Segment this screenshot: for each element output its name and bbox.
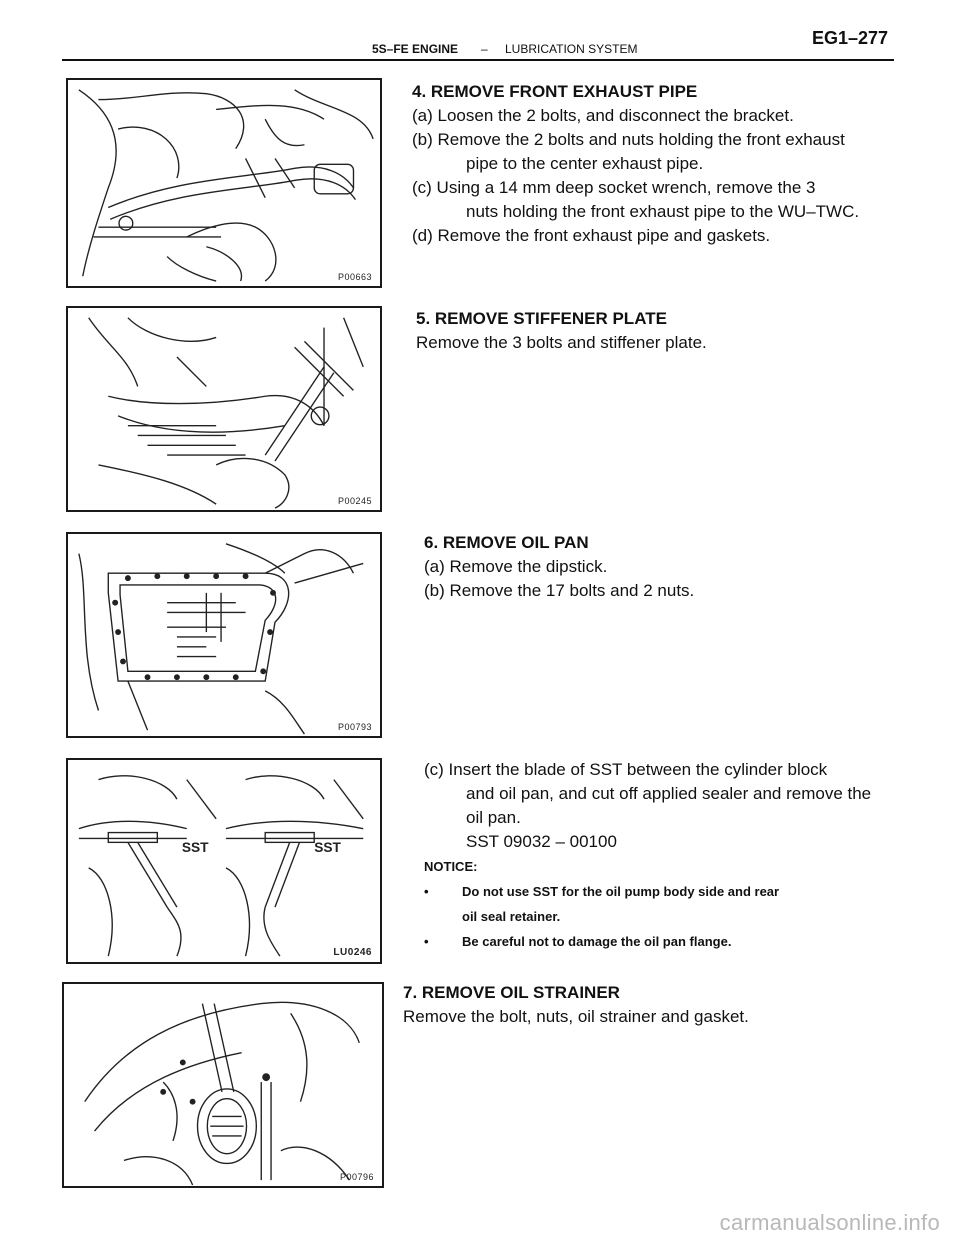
step-4-line: (c) Using a 14 mm deep socket wrench, remove the 3	[412, 178, 816, 197]
oil-pan-illustration	[68, 534, 380, 736]
header-rule	[62, 59, 894, 61]
sst-blade-illustration	[68, 760, 380, 962]
notice-item-line: Do not use SST for the oil pump body side and rear	[462, 884, 780, 899]
stiffener-plate-illustration	[68, 308, 380, 510]
step-4-line: (b) Remove the 2 bolts and nuts holding the front exhaust	[412, 130, 845, 149]
bullet-icon: •	[424, 934, 429, 949]
step-4-heading: 4. REMOVE FRONT EXHAUST PIPE	[412, 82, 698, 101]
sst-label: SST	[314, 840, 341, 856]
notice-item-line: Be careful not to damage the oil pan flange.	[462, 934, 732, 949]
figure-stiffener-plate	[66, 306, 382, 512]
figure-code: P00245	[337, 496, 372, 506]
sst-label: SST	[181, 840, 209, 856]
figure-code: LU0246	[333, 947, 372, 958]
step-5	[416, 307, 916, 355]
step-6-line: (a) Remove the dipstick.	[424, 557, 608, 576]
notice-label: NOTICE:	[424, 859, 478, 874]
step-6-heading: 6. REMOVE OIL PAN	[424, 533, 589, 552]
step-7-line: Remove the bolt, nuts, oil strainer and gasket.	[403, 1007, 749, 1026]
step-5-line: Remove the 3 bolts and stiffener plate.	[416, 333, 707, 352]
header-section-title: 5S–FE ENGINE	[372, 42, 459, 56]
figure-code: P00663	[337, 272, 372, 282]
step-6c-line: (c) Insert the blade of SST between the cylinder block	[424, 760, 828, 779]
watermark: carmanualsonline.info	[719, 1210, 940, 1235]
step-7	[403, 981, 903, 1029]
header-separator: –	[481, 42, 488, 56]
step-6c-line: SST 09032 – 00100	[466, 832, 617, 851]
step-4	[412, 80, 912, 248]
exhaust-pipe-illustration	[68, 80, 380, 286]
step-6c-line: and oil pan, and cut off applied sealer and remove the	[466, 784, 872, 803]
step-4-line: (a) Loosen the 2 bolts, and disconnect the bracket.	[412, 106, 794, 125]
notice-item	[424, 929, 924, 954]
step-6c	[424, 758, 924, 954]
step-7-heading: 7. REMOVE OIL STRAINER	[403, 983, 620, 1002]
step-6-line: (b) Remove the 17 bolts and 2 nuts.	[424, 581, 695, 600]
notice-item-line: oil seal retainer.	[462, 909, 561, 924]
step-4-line: nuts holding the front exhaust pipe to the WU–TWC.	[466, 202, 860, 221]
figure-code: P00796	[339, 1172, 374, 1182]
page-number: EG1–277	[812, 28, 889, 48]
figure-oil-strainer	[62, 982, 384, 1188]
bullet-icon: •	[424, 884, 429, 899]
step-4-line: (d) Remove the front exhaust pipe and gaskets.	[412, 226, 771, 245]
figure-oil-pan	[66, 532, 382, 738]
notice-item	[424, 879, 924, 929]
figure-sst-blade	[66, 758, 382, 964]
step-5-heading: 5. REMOVE STIFFENER PLATE	[416, 309, 667, 328]
oil-strainer-illustration	[64, 984, 382, 1186]
figure-front-exhaust-pipe	[66, 78, 382, 288]
step-4-line: pipe to the center exhaust pipe.	[466, 154, 704, 173]
figure-code: P00793	[337, 722, 372, 732]
step-6	[424, 531, 924, 603]
step-6c-line: oil pan.	[466, 808, 521, 827]
header-subsection: LUBRICATION SYSTEM	[505, 42, 638, 56]
